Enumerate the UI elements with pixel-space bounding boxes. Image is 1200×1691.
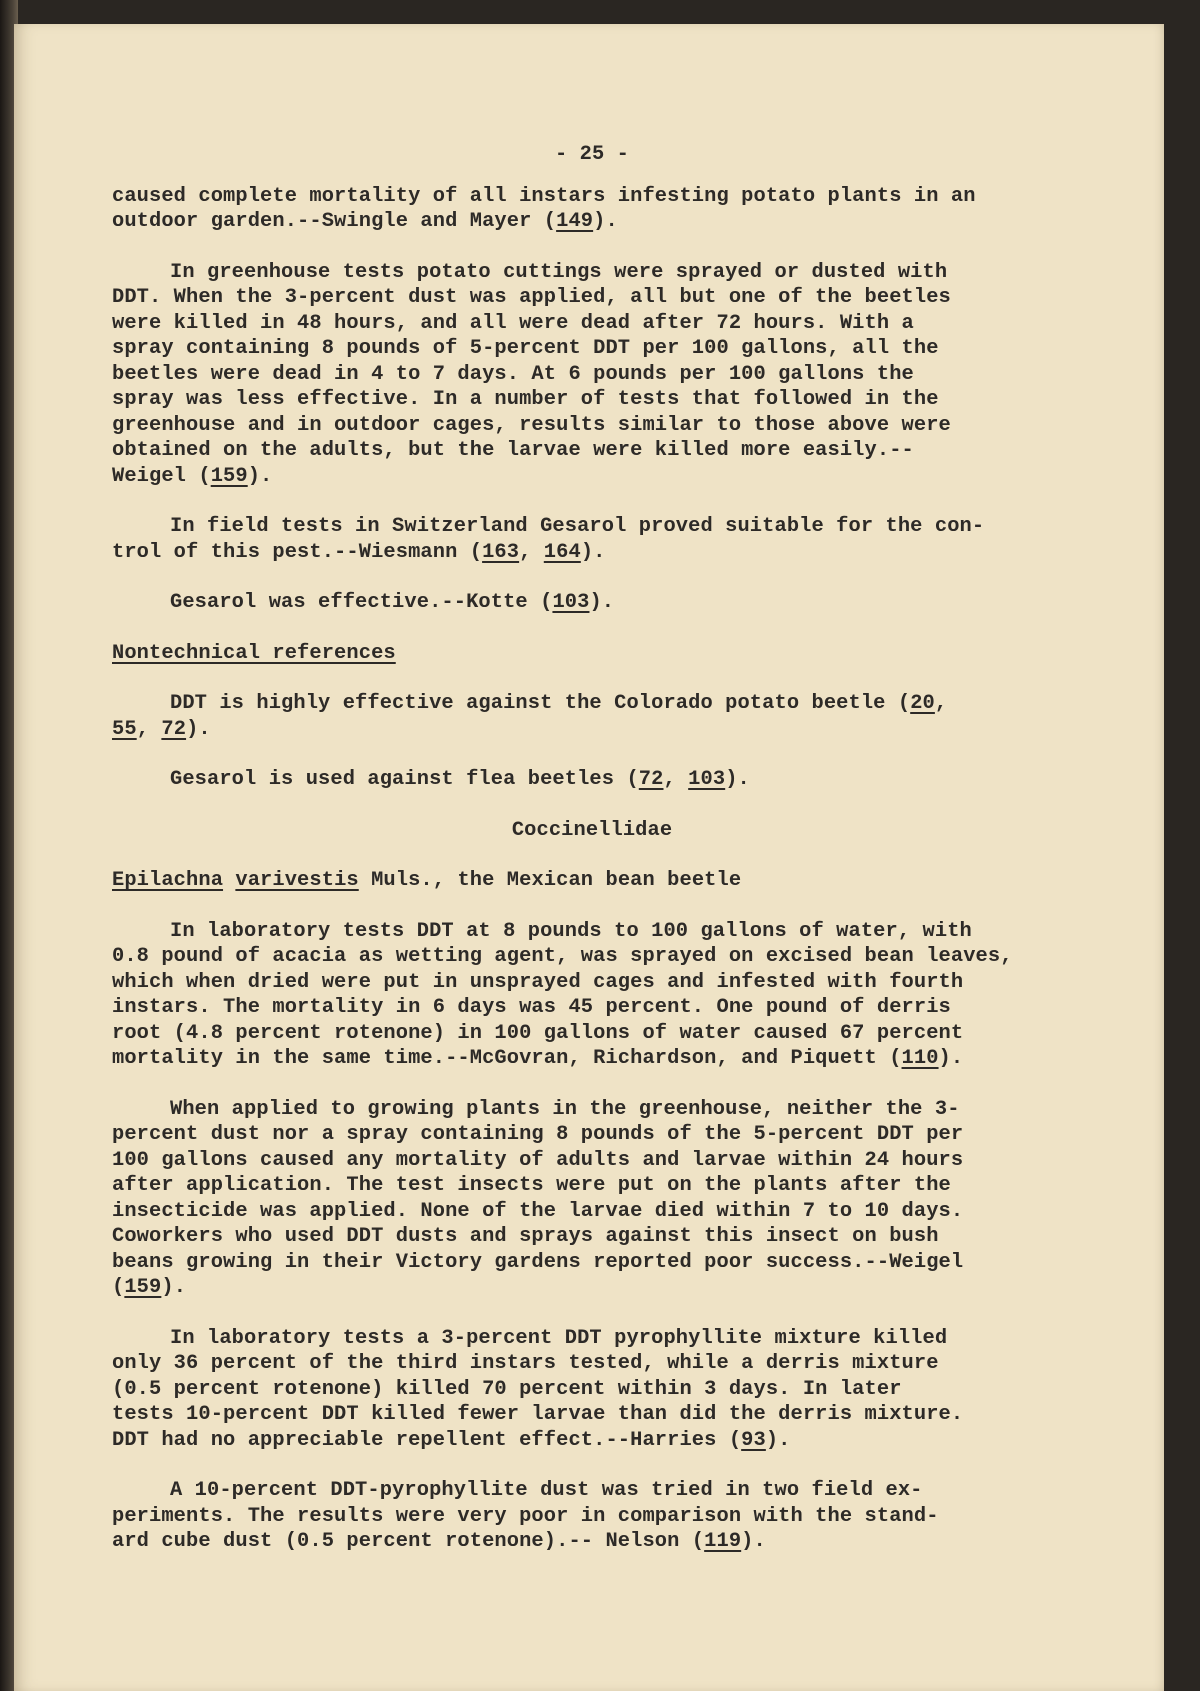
species-heading: Epilachna varivestis Muls., the Mexican bean beetle	[112, 869, 742, 892]
paragraph-10: A 10-percent DDT-pyrophyllite dust was tried in two field ex- periments. The results were very poor in comparison with the stand- ard cube dust (0.5 percent rotenone).-- Nelson (119).	[112, 1479, 939, 1553]
reference-number: 72	[638, 768, 664, 791]
paragraph-2: In greenhouse tests potato cuttings were sprayed or dusted with DDT. When the 3-percent dust was applied, all but one of the beetles were killed in 48 hours, and all were dead after 72 hours. With a spray containing 8 pounds of 5-percent DDT per 100 gallons, all the beetles were dead in 4 to 7 days. At 6 pounds per 100 gallons the spray was less effective. In a number of tests that followed in the greenhouse and in outdoor cages, results similar to those above were obtained on the adults, but the larvae were killed more easily.-- Weigel (159).	[112, 260, 951, 488]
section-heading-nontechnical: Nontechnical references	[112, 641, 396, 665]
reference-number: 103	[552, 591, 590, 614]
reference-number: 159	[210, 464, 248, 488]
paragraph-6: Gesarol is used against flea beetles (72, 103).	[170, 768, 750, 791]
reference-number: 119	[704, 1530, 742, 1553]
paragraph-3: In field tests in Switzerland Gesarol proved suitable for the con- trol of this pest.--Wiesmann (163, 164).	[112, 515, 985, 564]
document-page	[14, 24, 1164, 1691]
paragraph-7: In laboratory tests DDT at 8 pounds to 100 gallons of water, with 0.8 pound of acacia as wetting agent, was sprayed on excised bean leaves, which when dried were put in unsprayed cages and infested with fourth instars. The mortality in 6 days was 45 percent. One pound of derris root (4.8 percent rotenone) in 100 gallons of water caused 67 percent mortality in the same time.--McGovran, Richardson, and Piquett (110).	[112, 919, 1013, 1070]
paragraph-4: Gesarol was effective.--Kotte (103).	[170, 591, 615, 614]
reference-number: 55	[112, 717, 137, 741]
reference-number: 164	[543, 540, 581, 564]
reference-number: 20	[910, 692, 935, 715]
paragraph-1: caused complete mortality of all instars infesting potato plants in an outdoor garden.--Swingle and Mayer (149).	[112, 184, 976, 233]
reference-number: 72	[161, 717, 187, 741]
paragraph-8: When applied to growing plants in the greenhouse, neither the 3- percent dust nor a spray containing 8 pounds of the 5-percent DDT per 100 gallons caused any mortality of adults and larvae within 24 hours after application. The test insects were put on the plants after the insecticide was applied. None of the larvae died within 7 to 10 days. Coworkers who used DDT dusts and sprays against this insect on bush beans growing in their Victory gardens reported poor success.--Weigel (159).	[112, 1097, 964, 1299]
reference-number: 163	[482, 540, 520, 564]
paragraph-5: DDT is highly effective against the Colorado potato beetle (20, 55, 72).	[112, 692, 948, 741]
reference-number: 103	[688, 768, 726, 791]
paragraph-9: In laboratory tests a 3-percent DDT pyrophyllite mixture killed only 36 percent of the third instars tested, while a derris mixture (0.5 percent rotenone) killed 70 percent within 3 days. In later tests 10-percent DDT killed fewer larvae than did the derris mixture. DDT had no appreciable repellent effect.--Harries (93).	[112, 1326, 964, 1452]
page-number: - 25 -	[554, 143, 630, 166]
page-content	[112, 142, 1072, 1580]
family-heading: Coccinellidae	[511, 818, 673, 842]
reference-number: 149	[556, 210, 594, 233]
reference-number: 93	[741, 1428, 766, 1452]
reference-number: 159	[124, 1276, 162, 1299]
reference-number: 110	[901, 1047, 939, 1070]
